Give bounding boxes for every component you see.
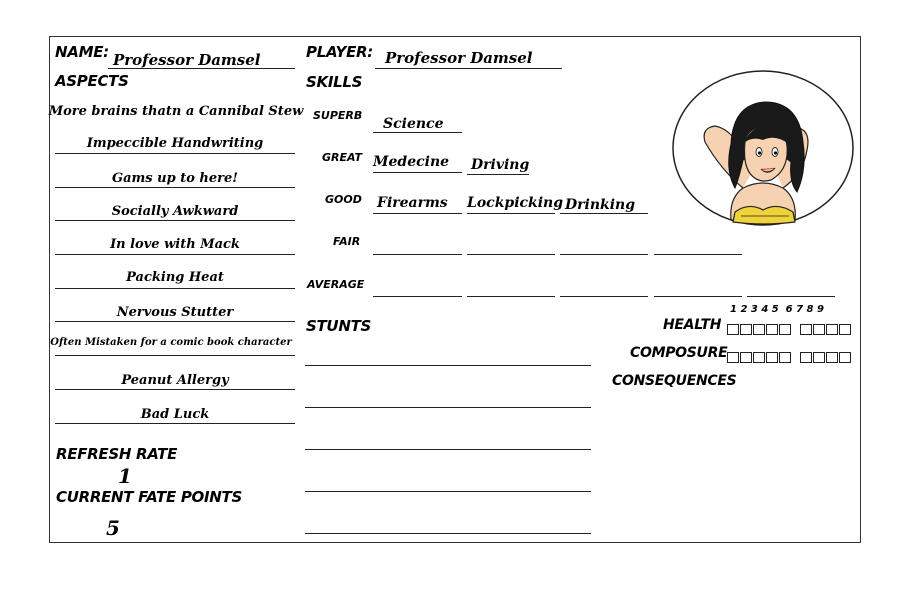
refresh-rate-value[interactable]: 1 bbox=[118, 464, 132, 488]
health-label: HEALTH bbox=[663, 317, 722, 333]
fate-points-label: CURRENT FATE POINTS bbox=[56, 488, 242, 506]
skill-slot-line[interactable] bbox=[560, 296, 648, 297]
skill-level-average: AVERAGE bbox=[307, 278, 365, 291]
player-underline bbox=[375, 68, 562, 69]
aspect-3[interactable]: Gams up to here! bbox=[112, 171, 238, 186]
stunt-line[interactable] bbox=[305, 365, 591, 366]
aspect-2[interactable]: Impeccible Handwriting bbox=[86, 136, 264, 151]
health-box-8[interactable] bbox=[826, 324, 838, 335]
skill-level-great: GREAT bbox=[322, 151, 362, 164]
composure-label: COMPOSURE bbox=[630, 345, 728, 361]
skill-level-superb: SUPERB bbox=[313, 109, 363, 122]
health-track bbox=[727, 319, 852, 338]
skill-slot-line bbox=[467, 213, 555, 214]
skill-great-1[interactable]: Medecine bbox=[373, 154, 450, 170]
aspects-heading: ASPECTS bbox=[55, 72, 129, 90]
skill-slot-line[interactable] bbox=[654, 296, 742, 297]
skill-good-3[interactable]: Drinking bbox=[565, 197, 635, 213]
skill-great-2[interactable]: Driving bbox=[471, 157, 530, 173]
skill-slot-line[interactable] bbox=[560, 254, 648, 255]
stunt-line[interactable] bbox=[305, 533, 591, 534]
skill-level-good: GOOD bbox=[325, 193, 362, 206]
skill-superb-1[interactable]: Science bbox=[383, 116, 444, 132]
player-name[interactable]: Professor Damsel bbox=[385, 49, 533, 67]
name-underline bbox=[108, 68, 295, 69]
composure-box-3[interactable] bbox=[753, 352, 765, 363]
health-box-3[interactable] bbox=[753, 324, 765, 335]
aspect-8[interactable]: Often Mistaken for a comic book character bbox=[50, 337, 292, 348]
composure-box-6[interactable] bbox=[800, 352, 812, 363]
health-box-6[interactable] bbox=[800, 324, 812, 335]
health-box-7[interactable] bbox=[813, 324, 825, 335]
player-label: PLAYER: bbox=[306, 43, 373, 61]
skill-slot-line[interactable] bbox=[654, 254, 742, 255]
health-box-9[interactable] bbox=[839, 324, 851, 335]
aspect-line bbox=[55, 355, 295, 356]
skill-good-1[interactable]: Firearms bbox=[377, 195, 448, 211]
skill-slot-line bbox=[373, 172, 462, 173]
aspect-7[interactable]: Nervous Stutter bbox=[116, 305, 234, 320]
skill-slot-line[interactable] bbox=[467, 296, 555, 297]
aspect-line bbox=[55, 423, 295, 424]
aspect-6[interactable]: Packing Heat bbox=[126, 270, 224, 285]
track-numbers: 1 2 3 4 5 6 7 8 9 bbox=[730, 304, 824, 315]
skill-slot-line bbox=[373, 213, 462, 214]
skill-level-fair: FAIR bbox=[333, 235, 361, 248]
aspect-line bbox=[55, 321, 295, 322]
composure-box-4[interactable] bbox=[766, 352, 778, 363]
stunt-line[interactable] bbox=[305, 491, 591, 492]
composure-box-2[interactable] bbox=[740, 352, 752, 363]
aspect-10[interactable]: Bad Luck bbox=[140, 407, 210, 422]
health-box-4[interactable] bbox=[766, 324, 778, 335]
composure-box-5[interactable] bbox=[779, 352, 791, 363]
health-box-1[interactable] bbox=[727, 324, 739, 335]
name-label: NAME: bbox=[55, 43, 109, 61]
composure-box-9[interactable] bbox=[839, 352, 851, 363]
aspect-line bbox=[55, 288, 295, 289]
skills-heading: SKILLS bbox=[306, 73, 363, 91]
stunts-heading: STUNTS bbox=[306, 317, 372, 335]
composure-box-8[interactable] bbox=[826, 352, 838, 363]
skill-slot-line bbox=[560, 213, 648, 214]
skill-slot-line[interactable] bbox=[373, 254, 462, 255]
aspect-line bbox=[55, 389, 295, 390]
character-portrait bbox=[671, 70, 855, 227]
composure-track bbox=[727, 347, 852, 366]
health-box-2[interactable] bbox=[740, 324, 752, 335]
stunt-line[interactable] bbox=[305, 407, 591, 408]
refresh-rate-label: REFRESH RATE bbox=[56, 445, 178, 463]
aspect-line bbox=[55, 187, 295, 188]
aspect-line bbox=[55, 254, 295, 255]
aspect-4[interactable]: Socially Awkward bbox=[111, 204, 239, 219]
skill-slot-line[interactable] bbox=[747, 296, 835, 297]
skill-good-2[interactable]: Lockpicking bbox=[467, 195, 564, 211]
stunt-line[interactable] bbox=[305, 449, 591, 450]
character-name[interactable]: Professor Damsel bbox=[113, 51, 261, 69]
aspect-line bbox=[55, 153, 295, 154]
aspect-5[interactable]: In love with Mack bbox=[110, 237, 240, 252]
aspect-9[interactable]: Peanut Allergy bbox=[121, 373, 229, 388]
skill-slot-line bbox=[373, 132, 462, 133]
aspect-line bbox=[55, 220, 295, 221]
fate-points-value[interactable]: 5 bbox=[106, 516, 120, 540]
composure-box-7[interactable] bbox=[813, 352, 825, 363]
aspect-1[interactable]: More brains thatn a Cannibal Stew bbox=[48, 104, 304, 119]
skill-slot-line bbox=[467, 174, 529, 175]
consequences-label: CONSEQUENCES bbox=[612, 373, 737, 389]
skill-slot-line[interactable] bbox=[373, 296, 462, 297]
health-box-5[interactable] bbox=[779, 324, 791, 335]
composure-box-1[interactable] bbox=[727, 352, 739, 363]
skill-slot-line[interactable] bbox=[467, 254, 555, 255]
